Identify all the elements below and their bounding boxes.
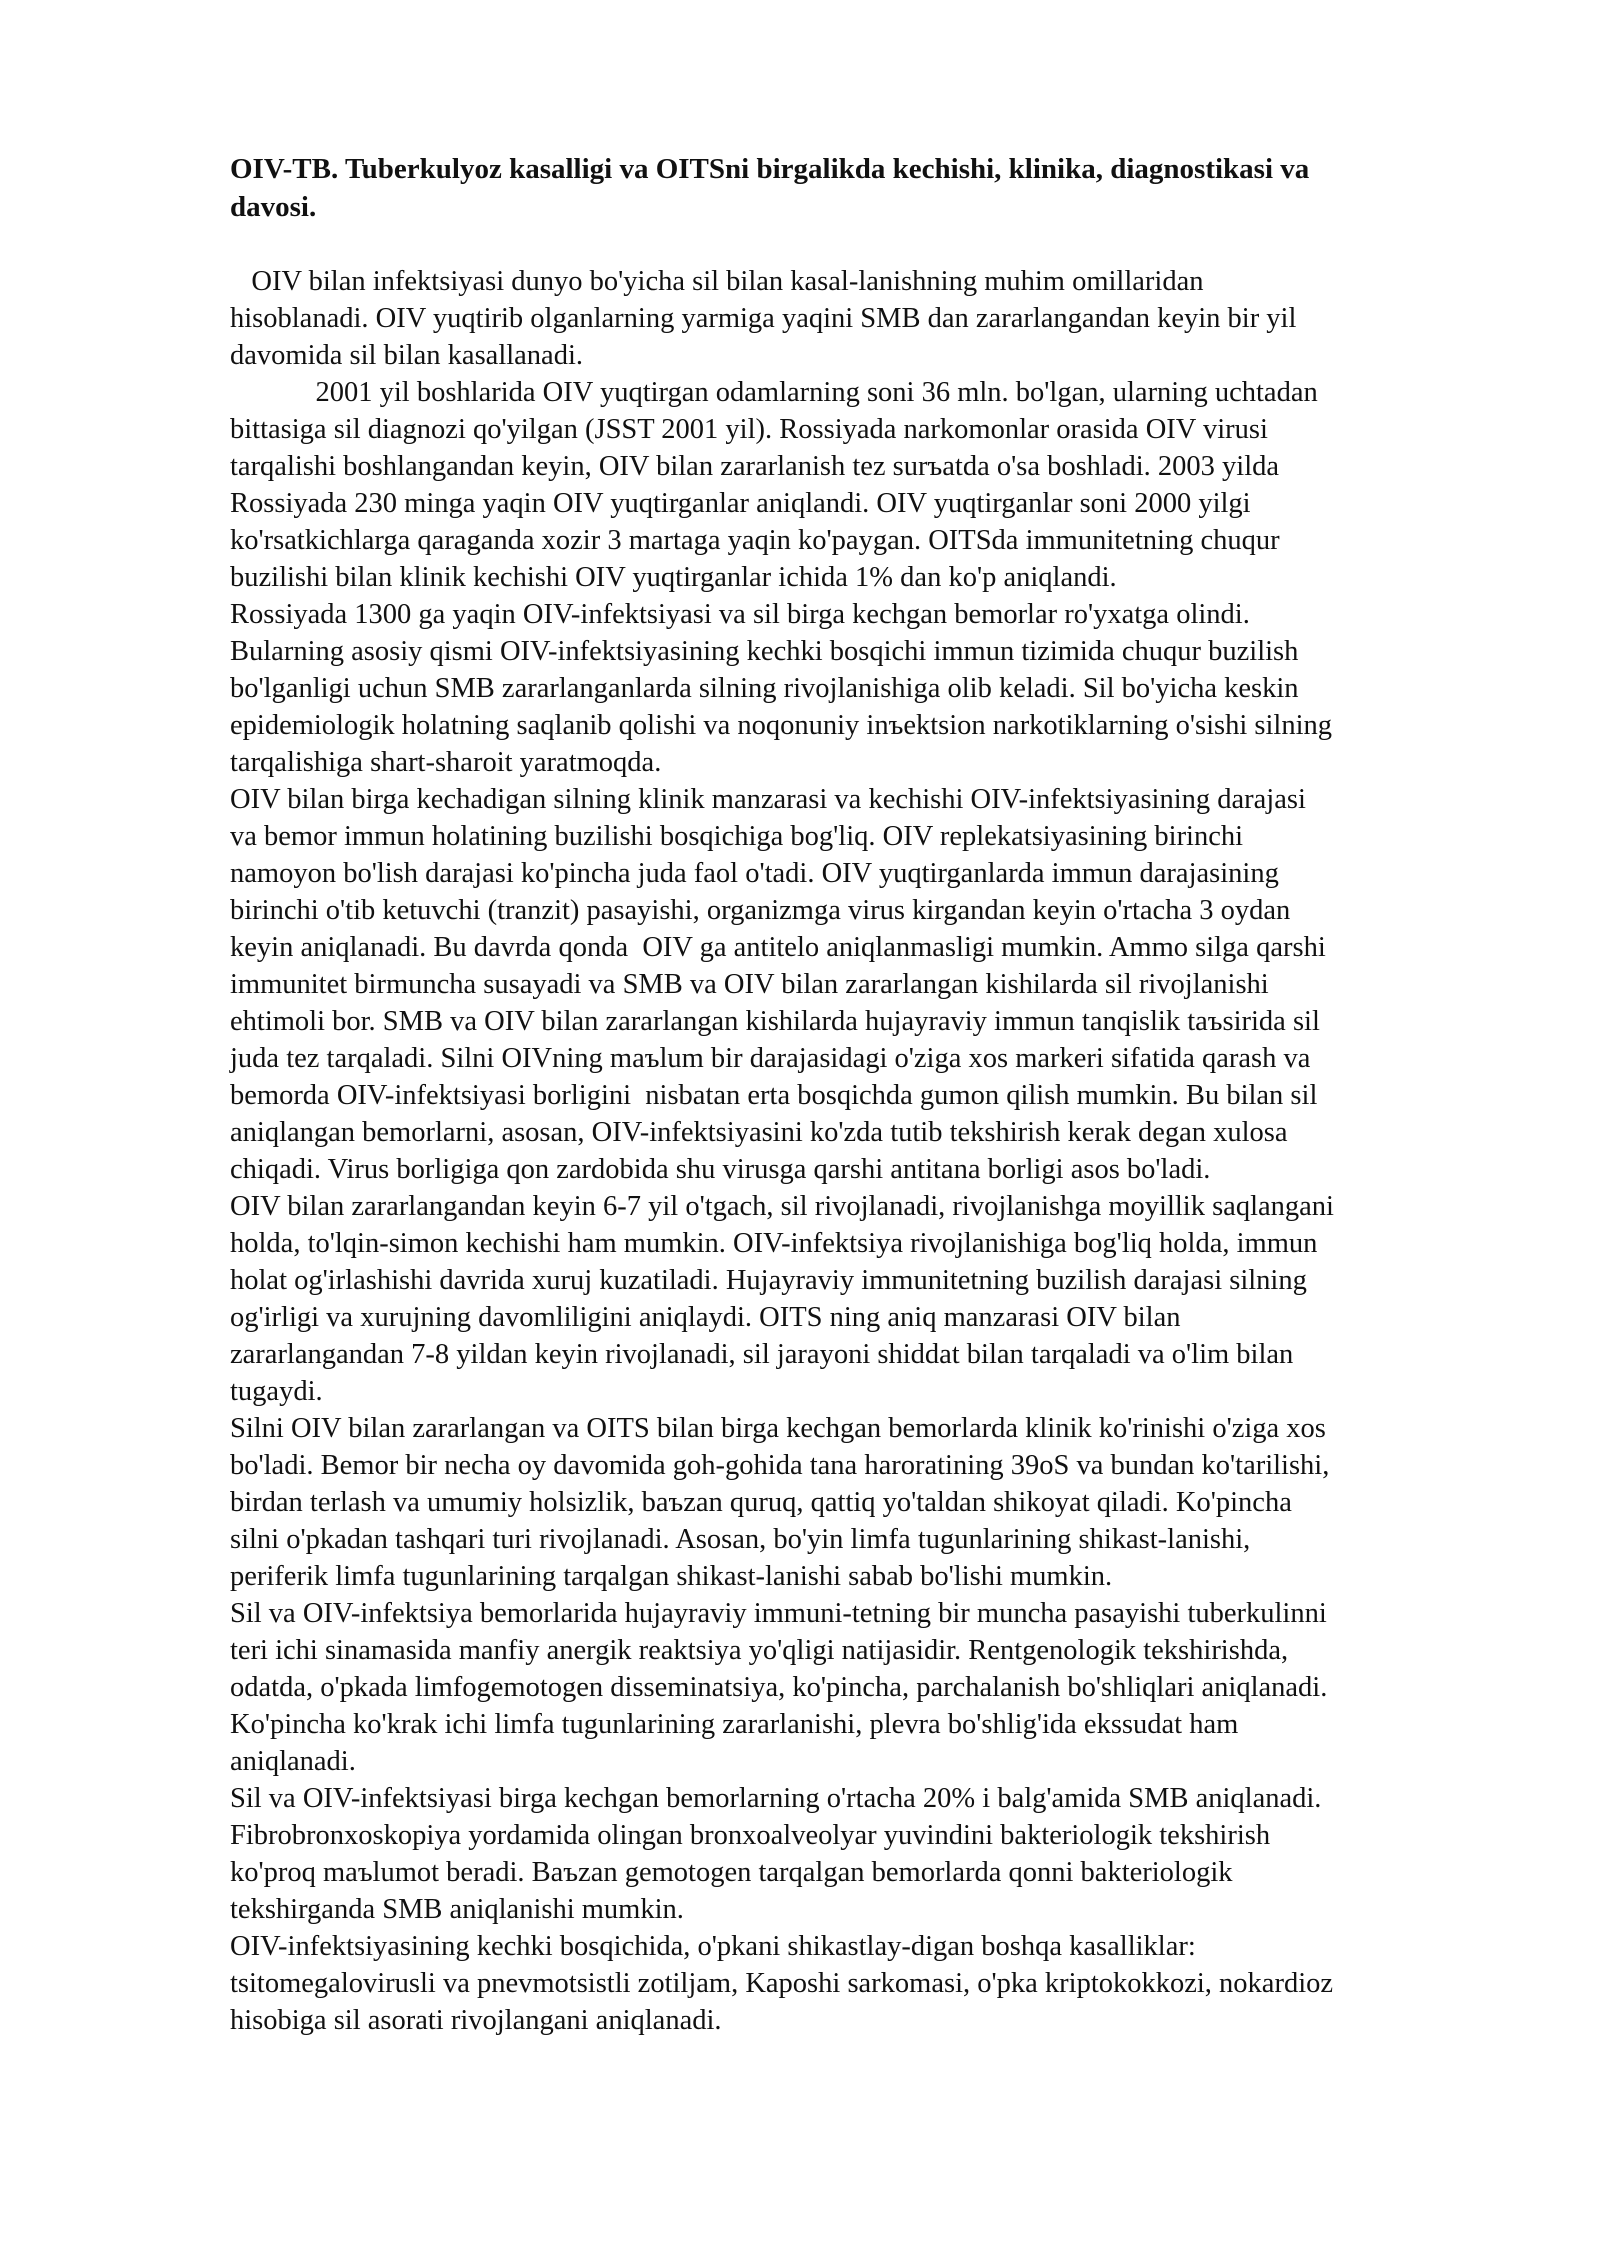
text-line: buzilishi bilan klinik kechishi OIV yuqtirganlar ichida 1% dan ko'p aniqlandi. <box>230 562 1117 593</box>
text-line: tarqalishiga shart-sharoit yaratmoqda. <box>230 747 662 778</box>
text-line: chiqadi. Virus borligiga qon zardobida shu virusga qarshi antitana borligi asos bo'ladi. <box>230 1154 1211 1185</box>
text-line: Rossiyada 1300 ga yaqin OIV-infektsiyasi va sil birga kechgan bemorlar ro'yxatga olindi. <box>230 599 1250 630</box>
text-line: OIV-infektsiyasining kechki bosqichida, o'pkani shikastlay-digan boshqa kasalliklar: <box>230 1931 1196 1962</box>
text-line: Fibrobronxoskopiya yordamida olingan bronxoalveolyar yuvindini bakteriologik tekshirish <box>230 1820 1271 1851</box>
paragraph <box>230 1780 1490 1928</box>
text-line: aniqlangan bemorlarni, asosan, OIV-infektsiyasini ko'zda tutib tekshirish kerak degan xulosa <box>230 1117 1288 1148</box>
text-line: bemorda OIV-infektsiyasi borligini nisbatan erta bosqichda gumon qilish mumkin. Bu bilan sil <box>230 1080 1318 1111</box>
paragraph <box>230 1188 1490 1410</box>
text-line: immunitet birmuncha susayadi va SMB va OIV bilan zararlangan kishilarda sil rivojlanishi <box>230 969 1269 1000</box>
text-line: tsitomegalovirusli va pnevmotsistli zotiljam, Kaposhi sarkomasi, o'pka kriptokokkozi, nokardioz <box>230 1968 1334 1999</box>
paragraph <box>230 263 1490 374</box>
paragraph-list <box>230 263 1490 2039</box>
text-line: aniqlanadi. <box>230 1746 356 1777</box>
text-line: va bemor immun holatining buzilishi bosqichiga bog'liq. OIV replekatsiyasining birinchi <box>230 821 1244 852</box>
paragraph <box>230 1595 1490 1780</box>
text-line: silni o'pkadan tashqari turi rivojlanadi. Asosan, bo'yin limfa tugunlarining shikast-lanishi, <box>230 1524 1251 1555</box>
text-line: periferik limfa tugunlarining tarqalgan shikast-lanishi sabab bo'lishi mumkin. <box>230 1561 1113 1592</box>
text-line: 2001 yil boshlarida OIV yuqtirgan odamlarning soni 36 mln. bo'lgan, ularning uchtadan <box>230 377 1318 408</box>
title-line: OIV-TB. Tuberkulyoz kasalligi va OITSni birgalikda kechishi, klinika, diagnostikasi va <box>230 153 1310 185</box>
paragraph <box>230 1928 1490 2039</box>
text-line: epidemiologik holatning saqlanib qolishi va noqonuniy inъektsion narkotiklarning o'sishi silning <box>230 710 1332 741</box>
text-line: ehtimoli bor. SMB va OIV bilan zararlangan kishilarda hujayraviy immun tanqislik taъsirida sil <box>230 1006 1320 1037</box>
text-line: holda, to'lqin-simon kechishi ham mumkin. OIV-infektsiya rivojlanishiga bog'liq holda, immun <box>230 1228 1318 1259</box>
text-line: tekshirganda SMB aniqlanishi mumkin. <box>230 1894 684 1925</box>
document-body <box>230 150 1490 2039</box>
text-line: Bularning asosiy qismi OIV-infektsiyasining kechki bosqichi immun tizimida chuqur buzilish <box>230 636 1299 667</box>
text-line: Ko'pincha ko'krak ichi limfa tugunlarining zararlanishi, plevra bo'shlig'ida ekssudat ham <box>230 1709 1239 1740</box>
text-line: OIV bilan zararlangandan keyin 6-7 yil o'tgach, sil rivojlanadi, rivojlanishga moyillik saqlangani <box>230 1191 1334 1222</box>
text-line: og'irligi va xurujning davomliligini aniqlaydi. OITS ning aniq manzarasi OIV bilan <box>230 1302 1181 1333</box>
text-line: birdan terlash va umumiy holsizlik, baъzan quruq, qattiq yo'taldan shikoyat qiladi. Ko'pincha <box>230 1487 1292 1518</box>
text-line: holat og'irlashishi davrida xuruj kuzatiladi. Hujayraviy immunitetning buzilish darajasi silning <box>230 1265 1307 1296</box>
text-line: Silni OIV bilan zararlangan va OITS bilan birga kechgan bemorlarda klinik ko'rinishi o'ziga xos <box>230 1413 1326 1444</box>
paragraph <box>230 1410 1490 1595</box>
text-line: Rossiyada 230 minga yaqin OIV yuqtirganlar aniqlandi. OIV yuqtirganlar soni 2000 yilgi <box>230 488 1251 519</box>
text-line: bo'ladi. Bemor bir necha oy davomida goh-gohida tana haroratining 39oS va bundan ko'tarilishi, <box>230 1450 1330 1481</box>
text-line: teri ichi sinamasida manfiy anergik reaktsiya yo'qligi natijasidir. Rentgenologik tekshirishda, <box>230 1635 1289 1666</box>
text-line: ko'rsatkichlarga qaraganda xozir 3 martaga yaqin ko'paygan. OITSda immunitetning chuqur <box>230 525 1280 556</box>
text-line: odatda, o'pkada limfogemotogen disseminatsiya, ko'pincha, parchalanish bo'shliqlari aniqlanadi. <box>230 1672 1328 1703</box>
text-line: tugaydi. <box>230 1376 323 1407</box>
text-line: birinchi o'tib ketuvchi (tranzit) pasayishi, organizmga virus kirgandan keyin o'rtacha 3 oydan <box>230 895 1291 926</box>
text-line: Sil va OIV-infektsiya bemorlarida hujayraviy immuni-tetning bir muncha pasayishi tuberkulinni <box>230 1598 1327 1629</box>
text-line: keyin aniqlanadi. Bu davrda qonda OIV ga antitelo aniqlanmasligi mumkin. Ammo silga qarshi <box>230 932 1326 963</box>
text-line: hisoblanadi. OIV yuqtirib olganlarning yarmiga yaqini SMB dan zararlangandan keyin bir yil <box>230 303 1297 334</box>
text-line: juda tez tarqaladi. Silni OIVning maъlum bir darajasidagi o'ziga xos markeri sifatida qarash va <box>230 1043 1311 1074</box>
text-line: namoyon bo'lish darajasi ko'pincha juda faol o'tadi. OIV yuqtirganlarda immun darajasining <box>230 858 1279 889</box>
text-line: bittasiga sil diagnozi qo'yilgan (JSST 2001 yil). Rossiyada narkomonlar orasida OIV virusi <box>230 414 1268 445</box>
paragraph <box>230 781 1490 1188</box>
title-line: davosi. <box>230 191 317 223</box>
text-line: hisobiga sil asorati rivojlangani aniqlanadi. <box>230 2005 722 2036</box>
text-line: ko'proq maъlumot beradi. Baъzan gemotogen tarqalgan bemorlarda qonni bakteriologik <box>230 1857 1233 1888</box>
text-line: OIV bilan infektsiyasi dunyo bo'yicha sil bilan kasal-lanishning muhim omillaridan <box>230 266 1204 297</box>
text-line: tarqalishi boshlangandan keyin, OIV bilan zararlanish tez surъatda o'sa boshladi. 2003 yilda <box>230 451 1280 482</box>
paragraph <box>230 374 1490 596</box>
text-line: Sil va OIV-infektsiyasi birga kechgan bemorlarning o'rtacha 20% i balg'amida SMB aniqlanadi. <box>230 1783 1322 1814</box>
paragraph <box>230 596 1490 781</box>
document-title <box>230 150 1490 226</box>
text-line: OIV bilan birga kechadigan silning klinik manzarasi va kechishi OIV-infektsiyasining darajasi <box>230 784 1306 815</box>
text-line: zararlangandan 7-8 yildan keyin rivojlanadi, sil jarayoni shiddat bilan tarqaladi va o'lim bilan <box>230 1339 1294 1370</box>
text-line: bo'lganligi uchun SMB zararlanganlarda silning rivojlanishiga olib keladi. Sil bo'yicha keskin <box>230 673 1299 704</box>
text-line: davomida sil bilan kasallanadi. <box>230 340 583 371</box>
